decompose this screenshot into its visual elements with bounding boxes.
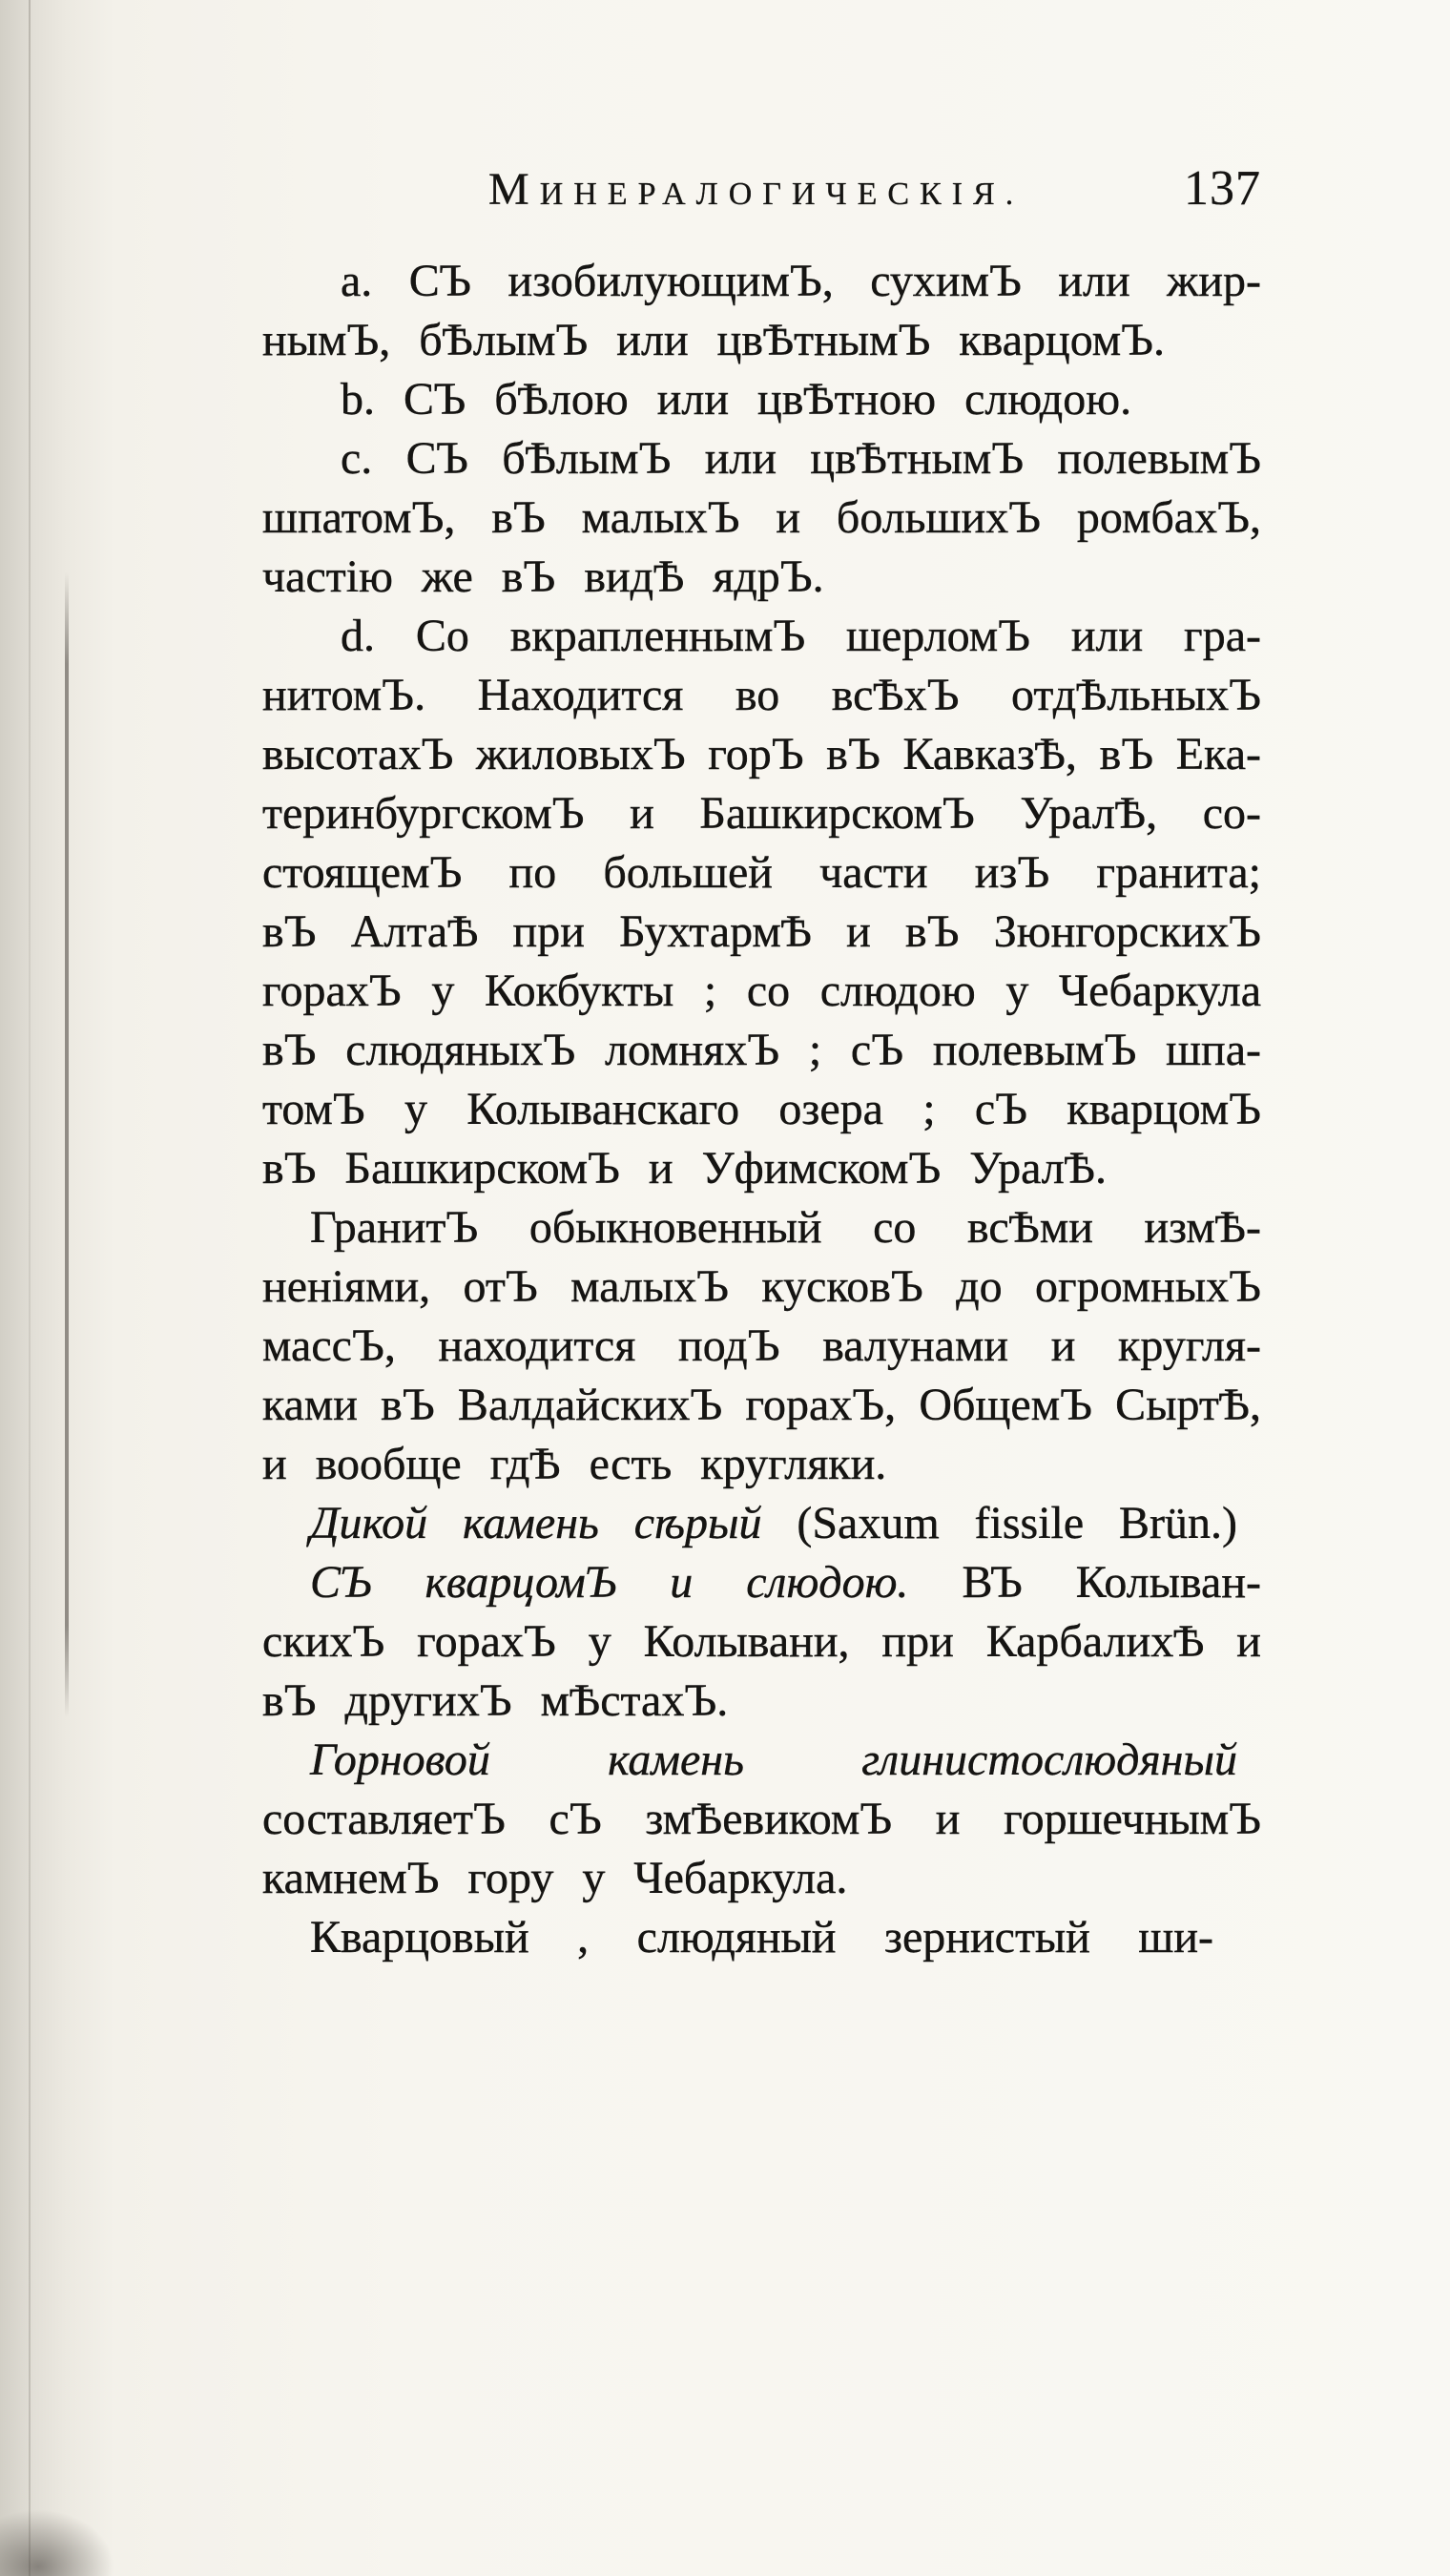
text-line: массЪ, находится подЪ валунами и кругля- <box>262 1320 1261 1371</box>
text-line: вЪ АлтаѢ при БухтармѢ и вЪ ЗюнгорскихЪ <box>262 906 1261 957</box>
text-line: вЪ слюдяныхЪ ломняхЪ ; сЪ полевымЪ шпа- <box>262 1025 1261 1075</box>
line-text: ВЪ Колыван- <box>962 1557 1261 1608</box>
italic-term: Дикой камень сѣрый <box>310 1498 762 1548</box>
text-line: шпатомЪ, вЪ малыхЪ и большихЪ ромбахЪ, <box>262 492 1261 543</box>
text-line: горахЪ у Кокбукты ; со слюдою у Чебаркула <box>262 966 1261 1016</box>
page-number: 137 <box>1184 161 1261 216</box>
text-line: нитомЪ. Находится во всѢхЪ отдѢльныхЪ <box>262 670 1261 720</box>
text-line: c. СЪ бѢлымЪ или цвѢтнымЪ полевымЪ <box>341 433 1261 484</box>
text-line: d. Со вкрапленнымЪ шерломЪ или гра- <box>341 611 1261 661</box>
text-line <box>262 1494 1261 1553</box>
running-head <box>488 160 1261 217</box>
text-line: ками вЪ ВалдайскихЪ горахЪ, ОбщемЪ СыртѢ, <box>262 1380 1261 1430</box>
text-line: теринбургскомЪ и БашкирскомЪ УралѢ, со- <box>262 788 1261 839</box>
latin-name: (Saxum fissile Brün.) <box>797 1498 1238 1548</box>
text-line: высотахЪ жиловыхЪ горЪ вЪ КавказѢ, вЪ Ека- <box>262 729 1261 779</box>
text-line: вЪ БашкирскомЪ и УфимскомЪ УралѢ. <box>262 1143 1107 1194</box>
text-line: неніями, отЪ малыхЪ кусковЪ до огромныхЪ <box>262 1261 1261 1312</box>
text-line: скихЪ горахЪ у Колывани, при КарбалихѢ и <box>262 1616 1261 1667</box>
text-line: b. СЪ бѢлою или цвѢтною слюдою. <box>341 374 1132 425</box>
text-line: и вообще гдѢ есть кругляки. <box>262 1439 887 1489</box>
text-line <box>262 1553 1261 1612</box>
binding-stain <box>0 2509 114 2576</box>
text-line: стоящемЪ по большей части изЪ гранита; <box>262 847 1261 898</box>
text-line: камнемЪ гору у Чебаркула. <box>262 1853 848 1903</box>
binding-edge <box>29 0 31 2576</box>
binding-shadow <box>65 572 69 1717</box>
text-line: a. СЪ изобилующимЪ, сухимЪ или жир- <box>341 256 1261 306</box>
text-line: Горновой камень глинистослюдяный <box>310 1735 1237 1785</box>
text-line: томЪ у Колыванскаго озера ; сЪ кварцомЪ <box>262 1084 1261 1134</box>
text-line: частію же вЪ видѢ ядрЪ. <box>262 551 824 602</box>
text-line: вЪ другихЪ мѢстахЪ. <box>262 1675 729 1726</box>
text-line: нымЪ, бѢлымЪ или цвѢтнымЪ кварцомЪ. <box>262 315 1166 365</box>
running-title: МИНЕРАЛОГИЧЕСКІЯ. <box>488 164 1025 215</box>
text-line: ГранитЪ обыкновенный со всѢми измѢ- <box>310 1202 1261 1253</box>
text-line: составляетЪ сЪ змѢевикомЪ и горшечнымЪ <box>262 1794 1261 1844</box>
text-line: Кварцовый , слюдяный зернистый ши- <box>310 1912 1213 1963</box>
italic-term: СЪ кварцомЪ и слюдою. <box>310 1557 909 1608</box>
